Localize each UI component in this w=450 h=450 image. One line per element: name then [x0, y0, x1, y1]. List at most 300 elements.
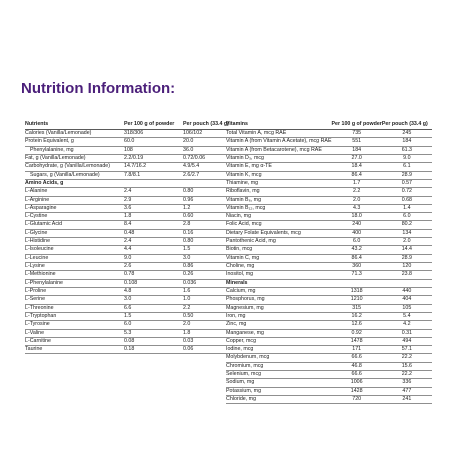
table-row	[226, 354, 432, 362]
column-header-per-pouch: Per pouch (33.4 g)	[179, 120, 237, 130]
table-row	[25, 271, 237, 279]
value-per-100g	[120, 263, 179, 271]
value-per-100g	[332, 229, 382, 237]
row-label: L-Arginine	[25, 196, 120, 204]
page-title: Nutrition Information:	[21, 80, 176, 97]
section-header-row	[25, 179, 237, 187]
cell-value: 2.2	[183, 304, 191, 311]
value-per-pouch	[382, 130, 432, 138]
cell-value: 1318	[350, 287, 363, 294]
cell-value: 2.0	[403, 238, 411, 245]
value-per-pouch	[382, 287, 432, 295]
table-row	[226, 271, 432, 279]
table-row	[226, 304, 432, 312]
cell-value: 400	[352, 229, 362, 236]
table-row	[25, 287, 237, 295]
cell-value: 28.9	[401, 254, 412, 261]
cell-value: 1.0	[183, 296, 191, 303]
value-per-pouch	[382, 354, 432, 362]
value-per-100g	[120, 279, 179, 287]
cell-value: 477	[402, 387, 412, 394]
value-per-100g	[332, 130, 382, 138]
cell-value: 3.6	[124, 204, 132, 211]
value-per-100g	[332, 138, 382, 146]
row-label: Calories (Vanilla/Lemonade)	[25, 130, 120, 138]
cell-value: 18.0	[351, 213, 362, 220]
row-label: L-Methionine	[25, 271, 120, 279]
table-row	[226, 221, 432, 229]
value-per-pouch	[382, 296, 432, 304]
row-label: Inositol, mg	[226, 271, 332, 279]
row-label: Vitamin A (from Betacarotene), mcg RAE	[226, 146, 332, 154]
value-per-pouch	[382, 179, 432, 187]
table-row	[226, 171, 432, 179]
cell-value: 120	[402, 263, 412, 269]
cell-value: 0.72	[401, 188, 412, 195]
cell-value: 3.0	[124, 296, 132, 303]
cell-value: 15.6	[401, 362, 412, 369]
table-row	[25, 304, 237, 312]
value-per-100g	[332, 171, 382, 179]
vitamins-minerals-table-body	[226, 120, 432, 404]
row-label: Potassium, mg	[226, 387, 332, 395]
column-header-per-pouch: Per pouch (33.4 g)	[382, 120, 432, 130]
table-row	[226, 204, 432, 212]
cell-value: 66.6	[351, 371, 362, 378]
row-label: Taurine	[25, 346, 120, 354]
row-label: L-Alanine	[25, 188, 120, 196]
value-per-pouch	[382, 146, 432, 154]
value-per-100g	[120, 246, 179, 254]
cell-value: 86.4	[351, 254, 362, 261]
table-row	[226, 337, 432, 345]
value-per-100g	[332, 154, 382, 162]
value-per-pouch	[382, 196, 432, 204]
cell-value: 1006	[350, 379, 363, 386]
value-per-100g	[332, 221, 382, 229]
value-per-100g	[120, 221, 179, 229]
value-per-100g	[332, 396, 382, 404]
row-label: L-Asparagine	[25, 204, 120, 212]
table-row	[226, 254, 432, 262]
value-per-pouch	[382, 304, 432, 312]
value-per-100g	[120, 254, 179, 262]
cell-value: 60.0	[124, 138, 135, 145]
cell-value: 2.9	[124, 196, 132, 203]
value-per-pouch	[382, 321, 432, 329]
row-label: Phosphorus, mg	[226, 296, 332, 304]
row-label: Iron, mg	[226, 312, 332, 320]
cell-value: 0.06	[183, 346, 194, 353]
value-per-100g	[332, 146, 382, 154]
table-row	[226, 287, 432, 295]
row-label: Vitamin E, mg α-TE	[226, 163, 332, 171]
table-row	[226, 163, 432, 171]
table-row	[25, 321, 237, 329]
cell-value: 1478	[350, 337, 363, 344]
cell-value: 0.03	[183, 337, 194, 344]
value-per-pouch	[382, 271, 432, 279]
value-per-pouch	[382, 254, 432, 262]
cell-value: 0.60	[183, 213, 194, 220]
cell-value: 0.08	[124, 337, 135, 344]
cell-value: 2.4	[124, 188, 132, 195]
value-per-100g	[332, 196, 382, 204]
row-label: Sodium, mg	[226, 379, 332, 387]
row-label: Copper, mcg	[226, 337, 332, 345]
row-label: L-Isoleucine	[25, 246, 120, 254]
cell-value: 7.8/8.1	[124, 171, 141, 178]
table-row	[226, 146, 432, 154]
cell-value: 1.4	[403, 204, 411, 211]
table-row	[226, 362, 432, 370]
table-row	[226, 346, 432, 354]
value-per-100g	[120, 188, 179, 196]
column-header-per-100g: Per 100 g of powder	[120, 120, 179, 130]
cell-value: 61.3	[401, 146, 412, 153]
row-label: Biotin, mcg	[226, 246, 332, 254]
cell-value: 0.48	[124, 229, 135, 236]
value-per-pouch	[382, 229, 432, 237]
cell-value: 318/306	[124, 130, 144, 136]
value-per-100g	[332, 179, 382, 187]
value-per-pouch	[382, 246, 432, 254]
nutrients-table-body	[25, 120, 237, 354]
cell-value: 0.72/0.06	[183, 154, 206, 161]
row-label: Vitamin C, mg	[226, 254, 332, 262]
row-label: Choline, mg	[226, 263, 332, 271]
row-label: Vitamin D₃, mcg	[226, 154, 332, 162]
value-per-pouch	[382, 312, 432, 320]
nutrients-table-header	[25, 120, 237, 130]
cell-value: 1.7	[352, 179, 361, 186]
table-row	[226, 138, 432, 146]
value-per-100g	[120, 146, 179, 154]
cell-value: 8.4	[124, 221, 132, 228]
row-label: Vitamin B₆, mg	[226, 196, 332, 204]
table-row	[226, 179, 432, 187]
cell-value: 14.7/16.2	[124, 163, 147, 170]
table-row	[25, 146, 237, 154]
cell-value: 0.86	[183, 263, 194, 269]
table-row	[25, 196, 237, 204]
row-label: L-Cystine	[25, 213, 120, 221]
value-per-100g	[332, 354, 382, 362]
row-label: L-Carnitine	[25, 337, 120, 345]
column-header-per-100g: Per 100 g of powder	[332, 120, 382, 130]
row-label: L-Glycine	[25, 229, 120, 237]
value-per-100g	[332, 263, 382, 271]
value-per-100g	[120, 296, 179, 304]
table-row	[25, 163, 237, 171]
table-row	[25, 312, 237, 320]
value-per-100g	[332, 362, 382, 370]
value-per-pouch	[382, 329, 432, 337]
cell-value: 106/102	[183, 130, 203, 136]
cell-value: 71.3	[351, 271, 362, 278]
table-row	[226, 321, 432, 329]
cell-value: 2.6	[124, 263, 132, 269]
row-label: Niacin, mg	[226, 213, 332, 221]
value-per-100g	[120, 287, 179, 295]
cell-value: 18.4	[351, 163, 362, 170]
table-row	[25, 154, 237, 162]
cell-value: 0.16	[183, 229, 194, 236]
cell-value: 28.9	[401, 171, 412, 178]
value-per-pouch	[382, 138, 432, 146]
cell-value: 1210	[350, 296, 363, 303]
value-per-100g	[332, 304, 382, 312]
table-row	[25, 188, 237, 196]
cell-value: 0.036	[183, 279, 197, 286]
cell-value: 0.80	[183, 238, 194, 245]
value-per-pouch	[382, 279, 432, 287]
nutrients-table	[25, 120, 237, 354]
value-per-100g	[332, 188, 382, 196]
value-per-100g	[120, 171, 179, 179]
cell-value: 3.0	[183, 254, 191, 261]
cell-value: 4.3	[352, 204, 361, 211]
value-per-100g	[120, 204, 179, 212]
section-header-row	[226, 279, 432, 287]
table-row	[226, 196, 432, 204]
table-row	[25, 279, 237, 287]
table-row	[25, 138, 237, 146]
cell-value: 2.6/2.7	[183, 171, 200, 178]
vitamins-minerals-table	[226, 120, 432, 404]
cell-value: 22.2	[401, 371, 412, 378]
table-row	[25, 213, 237, 221]
table-row	[226, 263, 432, 271]
row-label: Amino Acids, g	[25, 179, 120, 187]
row-label: Magnesium, mg	[226, 304, 332, 312]
cell-value: 16.2	[351, 312, 362, 319]
row-label: Folic Acid, mcg	[226, 221, 332, 229]
cell-value: 4.2	[403, 321, 411, 328]
cell-value: 0.92	[351, 329, 362, 336]
cell-value: 1.6	[183, 287, 191, 294]
cell-value: 0.26	[183, 271, 194, 278]
table-row	[25, 337, 237, 345]
value-per-pouch	[382, 263, 432, 271]
cell-value: 241	[402, 396, 412, 402]
table-row	[25, 130, 237, 138]
row-label: L-Phenylalanine	[25, 279, 120, 287]
table-row	[226, 154, 432, 162]
value-per-pouch	[382, 337, 432, 345]
cell-value: 0.57	[401, 179, 412, 186]
cell-value: 105	[402, 304, 412, 311]
row-label: Vitamin B₁₂, mcg	[226, 204, 332, 212]
value-per-100g	[120, 271, 179, 279]
cell-value: 36.0	[183, 146, 194, 153]
row-label: Pantothenic Acid, mg	[226, 238, 332, 246]
cell-value: 27.0	[351, 154, 362, 161]
cell-value: 5.3	[124, 329, 132, 336]
cell-value: 86.4	[351, 171, 362, 178]
value-per-100g	[332, 279, 382, 287]
column-header-vitamins: Vitamins	[226, 120, 332, 130]
cell-value: 551	[352, 138, 362, 145]
cell-value: 1.2	[183, 204, 191, 211]
cell-value: 2.2/0.19	[124, 154, 144, 161]
table-row	[226, 396, 432, 404]
cell-value: 440	[402, 287, 412, 294]
cell-value: 14.4	[401, 246, 412, 253]
cell-value: 134	[402, 229, 412, 236]
value-per-pouch	[382, 396, 432, 404]
table-row	[226, 379, 432, 387]
value-per-100g	[332, 337, 382, 345]
row-label: Selenium, mcg	[226, 371, 332, 379]
row-label: Calcium, mg	[226, 287, 332, 295]
value-per-pouch	[382, 371, 432, 379]
cell-value: 0.78	[124, 271, 135, 278]
value-per-100g	[120, 154, 179, 162]
row-label: Thiamine, mg	[226, 179, 332, 187]
cell-value: 184	[352, 146, 362, 153]
row-label: Chloride, mg	[226, 396, 332, 404]
row-label: Phenylalanine, mg	[25, 146, 120, 154]
value-per-pouch	[382, 238, 432, 246]
row-label: Minerals	[226, 279, 332, 287]
cell-value: 360	[352, 263, 362, 269]
table-row	[25, 263, 237, 271]
row-label: Sugars, g (Vanilla/Lemonade)	[25, 171, 120, 179]
value-per-100g	[332, 387, 382, 395]
cell-value: 4.8	[124, 287, 132, 294]
value-per-pouch	[382, 188, 432, 196]
row-label: L-Proline	[25, 287, 120, 295]
row-label: L-Tyrosine	[25, 321, 120, 329]
cell-value: 171	[352, 346, 362, 353]
cell-value: 2.0	[183, 321, 191, 328]
cell-value: 57.1	[401, 346, 412, 353]
cell-value: 1.5	[183, 246, 191, 253]
table-row	[25, 171, 237, 179]
cell-value: 315	[352, 304, 362, 311]
cell-value: 184	[402, 138, 412, 145]
value-per-100g	[332, 254, 382, 262]
value-per-100g	[332, 321, 382, 329]
value-per-100g	[332, 379, 382, 387]
cell-value: 9.0	[403, 154, 411, 161]
cell-value: 0.31	[401, 329, 412, 336]
cell-value: 43.2	[351, 246, 362, 253]
cell-value: 12.6	[351, 321, 362, 328]
row-label: Molybdenum, mcg	[226, 354, 332, 362]
value-per-100g	[332, 246, 382, 254]
cell-value: 5.4	[403, 312, 411, 319]
table-row	[226, 329, 432, 337]
cell-value: 6.0	[124, 321, 132, 328]
value-per-100g	[120, 321, 179, 329]
value-per-pouch	[382, 346, 432, 354]
value-per-100g	[120, 213, 179, 221]
cell-value: 0.50	[183, 312, 194, 319]
table-row	[25, 254, 237, 262]
cell-value: 108	[124, 146, 133, 153]
value-per-100g	[332, 213, 382, 221]
value-per-100g	[332, 329, 382, 337]
cell-value: 0.108	[124, 279, 138, 286]
cell-value: 4.9/5.4	[183, 163, 200, 170]
cell-value: 22.2	[401, 354, 412, 361]
value-per-100g	[120, 329, 179, 337]
cell-value: 0.18	[124, 346, 135, 353]
table-row	[226, 213, 432, 221]
value-per-100g	[120, 346, 179, 354]
table-row	[25, 229, 237, 237]
column-header-nutrients: Nutrients	[25, 120, 120, 130]
vitamins-table-header	[226, 120, 432, 130]
value-per-100g	[120, 163, 179, 171]
cell-value: 2.4	[124, 238, 132, 245]
cell-value: 1.5	[124, 312, 132, 319]
table-row	[226, 229, 432, 237]
table-row	[25, 204, 237, 212]
row-label: Manganese, mg	[226, 329, 332, 337]
cell-value: 6.0	[352, 238, 361, 245]
table-row	[25, 246, 237, 254]
table-row	[226, 296, 432, 304]
row-label: Protein Equivalent, g	[25, 138, 120, 146]
row-label: L-Serine	[25, 296, 120, 304]
row-label: L-Valine	[25, 329, 120, 337]
value-per-pouch	[382, 163, 432, 171]
row-label: L-Histidine	[25, 238, 120, 246]
cell-value: 9.0	[124, 254, 132, 261]
table-row	[25, 346, 237, 354]
table-row	[25, 329, 237, 337]
value-per-pouch	[382, 387, 432, 395]
row-label: Fat, g (Vanilla/Lemonade)	[25, 154, 120, 162]
value-per-pouch	[382, 154, 432, 162]
table-row	[226, 246, 432, 254]
value-per-100g	[332, 312, 382, 320]
cell-value: 46.8	[351, 362, 362, 369]
row-label: L-Threonine	[25, 304, 120, 312]
cell-value: 404	[402, 296, 412, 303]
row-label: L-Leucine	[25, 254, 120, 262]
cell-value: 1.8	[183, 329, 191, 336]
value-per-100g	[332, 271, 382, 279]
cell-value: 2.2	[352, 188, 361, 195]
cell-value: 23.8	[401, 271, 412, 278]
row-label: L-Glutamic Acid	[25, 221, 120, 229]
row-label: Chromium, mcg	[226, 362, 332, 370]
cell-value: 1428	[350, 387, 363, 394]
cell-value: 66.6	[351, 354, 362, 361]
table-row	[226, 130, 432, 138]
row-label: L-Tryptophan	[25, 312, 120, 320]
cell-value: 6.0	[403, 213, 411, 220]
cell-value: 0.68	[401, 196, 412, 203]
row-label: L-Lysine	[25, 263, 120, 271]
row-label: Dietary Folate Equivalents, mcg	[226, 229, 332, 237]
cell-value: 2.8	[183, 221, 191, 228]
row-label: Vitamin A (from Vitamin A Acetate), mcg RAE	[226, 138, 332, 145]
value-per-100g	[332, 296, 382, 304]
cell-value: 494	[402, 337, 412, 344]
cell-value: 6.1	[403, 163, 411, 170]
row-label: Zinc, mg	[226, 321, 332, 329]
cell-value: 245	[402, 130, 412, 136]
cell-value: 0.96	[183, 196, 194, 203]
row-label: Riboflavin, mg	[226, 188, 332, 196]
row-label: Iodine, mcg	[226, 346, 332, 354]
value-per-100g	[120, 138, 179, 146]
